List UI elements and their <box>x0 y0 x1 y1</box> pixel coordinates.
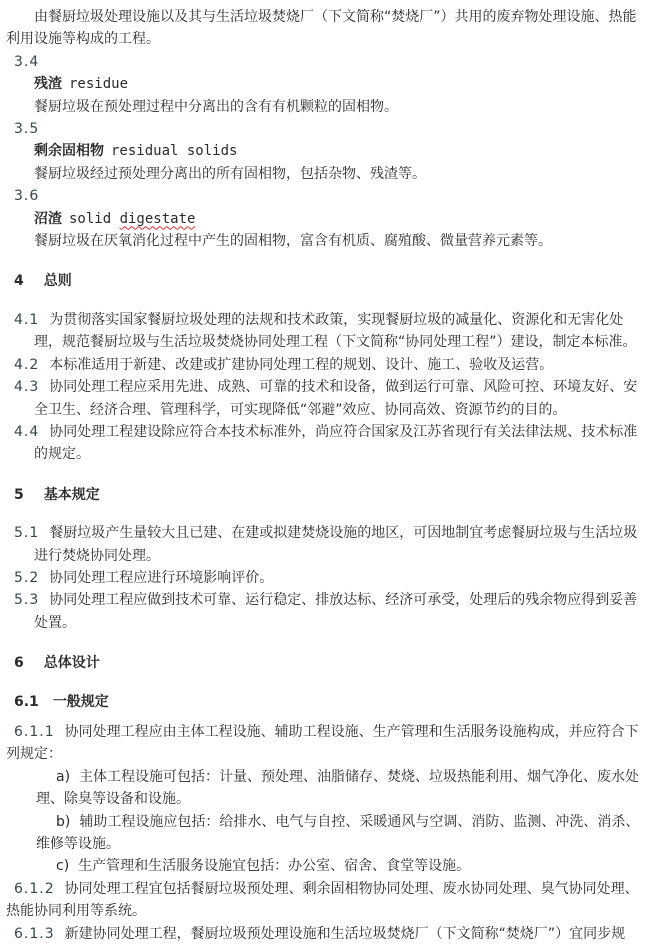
subsection-heading-6-1 <box>6 691 646 713</box>
term-entry <box>6 73 646 95</box>
clause-6-1-2 <box>6 878 646 923</box>
clause-text: 餐厨垃圾产生量较大且已建、在建或拟建焚烧设施的地区，可因地制宜考虑餐厨垃圾与生活垃圾进行焚烧协同处理。 <box>34 525 638 564</box>
list-item-a <box>6 766 646 811</box>
clause-6-1-1 <box>6 721 646 766</box>
section-title: 总则 <box>43 273 72 290</box>
clause-6-1-3 <box>6 923 646 945</box>
term-english: residual solids <box>111 143 238 160</box>
section-heading-4 <box>6 270 646 292</box>
section-title: 基本规定 <box>43 486 100 503</box>
clause-number: 4.3 <box>14 379 40 396</box>
clause-4-2 <box>6 354 646 376</box>
list-marker: a) <box>56 768 71 785</box>
clause-text: 本标准适用于新建、改建或扩建协同处理工程的规划、设计、施工、验收及运营。 <box>49 356 554 373</box>
clause-number: 5.1 <box>14 525 40 542</box>
clause-number: 6.1.2 <box>14 880 55 897</box>
section-number: 6 <box>14 655 24 672</box>
section-number: 4 <box>14 273 24 290</box>
clause-text: 协同处理工程应由主体工程设施、辅助工程设施、生产管理和生活服务设施构成，并应符合下列规定： <box>6 723 639 763</box>
term-definition: 餐厨垃圾经过预处理分离出的所有固相物，包括杂物、残渣等。 <box>34 165 426 182</box>
clause-text: 协同处理工程建设除应符合本技术标准外，尚应符合国家及江苏省现行有关法律法规、技术标准的规定。 <box>34 423 638 463</box>
term-english: solid <box>69 210 120 227</box>
list-item-text: 辅助工程设施应包括：给排水、电气与自控、采暖通风与空调、消防、监测、冲洗、消杀、维修等设施。 <box>36 813 640 852</box>
misspelled-word: digestate <box>119 210 196 227</box>
section-heading-5 <box>6 484 646 506</box>
subsection-title: 一般规定 <box>52 693 109 710</box>
clause-text: 协同处理工程应采用先进、成熟、可靠的技术和设备，做到运行可靠、风险可控、环境友好、安全卫生、经济合理、管理科学，可实现降低“邻避”效应、协同高效、资源节约的目的。 <box>34 379 638 418</box>
term-english: residue <box>69 76 129 93</box>
list-item-c <box>6 855 646 877</box>
list-item-text: 主体工程设施可包括：计量、预处理、油脂储存、焚烧、垃圾热能利用、烟气净化、废水处理、除臭等设备和设施。 <box>36 768 640 808</box>
term-number: 3.6 <box>14 188 40 205</box>
term-chinese: 剩余固相物 <box>34 143 104 160</box>
term-entry <box>6 208 646 230</box>
list-marker: c) <box>56 858 70 875</box>
clause-text: 新建协同处理工程，餐厨垃圾预处理设施和生活垃圾焚烧厂（下文简称“焚烧厂”）宜同步规 <box>64 925 626 942</box>
clause-5-1 <box>6 522 646 567</box>
clause-number: 4.1 <box>14 311 40 328</box>
term-definition: 餐厨垃圾在厌氧消化过程中产生的固相物，富含有机质、腐殖酸、微量营养元素等。 <box>34 233 552 250</box>
clause-5-2 <box>6 567 646 589</box>
section-title: 总体设计 <box>43 655 100 672</box>
term-number: 3.4 <box>14 53 40 70</box>
clause-number: 4.2 <box>14 356 40 373</box>
clause-4-1 <box>6 309 646 354</box>
clause-text: 协同处理工程宜包括餐厨垃圾预处理、剩余固相物协同处理、废水协同处理、臭气协同处理、热能协同利用等系统。 <box>6 880 639 920</box>
term-chinese: 残渣 <box>34 76 62 93</box>
clause-4-3 <box>6 376 646 421</box>
list-item-text: 生产管理和生活服务设施宜包括：办公室、宿舍、食堂等设施。 <box>78 858 471 875</box>
section-heading-6 <box>6 652 646 674</box>
list-marker: b) <box>56 813 71 830</box>
clause-5-3 <box>6 589 646 634</box>
intro-paragraph: 由餐厨垃圾处理设施以及其与生活垃圾焚烧厂（下文简称“焚烧厂”）共用的废弃物处理设施、热能利用设施等构成的工程。 <box>6 9 637 48</box>
term-entry <box>6 140 646 162</box>
term-number: 3.5 <box>14 121 40 138</box>
clause-number: 4.4 <box>14 423 40 440</box>
clause-text: 协同处理工程应做到技术可靠、运行稳定、排放达标、经济可承受，处理后的残余物应得到妥善处置。 <box>34 592 638 631</box>
term-chinese: 沼渣 <box>34 210 62 227</box>
term-definition: 餐厨垃圾在预处理过程中分离出的含有有机颗粒的固相物。 <box>34 98 398 115</box>
clause-text: 协同处理工程应进行环境影响评价。 <box>49 569 274 586</box>
section-number: 5 <box>14 486 24 503</box>
list-item-b <box>6 811 646 856</box>
clause-number: 6.1.3 <box>14 925 55 942</box>
clause-number: 6.1.1 <box>14 723 55 740</box>
clause-4-4 <box>6 421 646 466</box>
clause-number: 5.3 <box>14 592 40 609</box>
subsection-number: 6.1 <box>14 693 39 710</box>
clause-text: 为贯彻落实国家餐厨垃圾处理的法规和技术政策，实现餐厨垃圾的减量化、资源化和无害化处理，规范餐厨垃圾与生活垃圾焚烧协同处理工程（下文简称“协同处理工程”）建设，制定本标准。 <box>34 311 637 351</box>
clause-number: 5.2 <box>14 569 40 586</box>
